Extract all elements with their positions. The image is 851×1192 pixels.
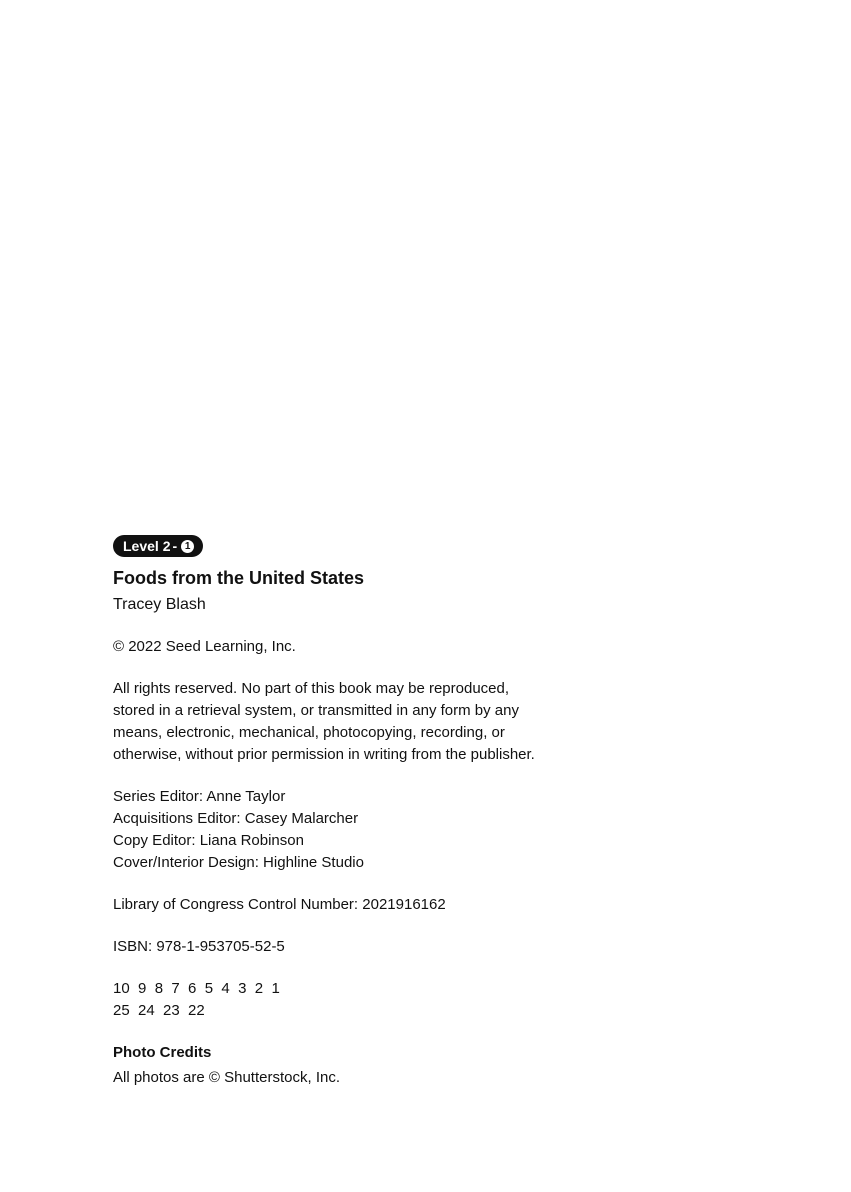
book-title: Foods from the United States [113, 568, 365, 588]
author-name: Tracey Blash [113, 596, 206, 613]
copyright-line: © 2022 Seed Learning, Inc. [113, 638, 296, 655]
rights-line: otherwise, without prior permission in writing from the publisher. [113, 746, 535, 763]
level-label: Level 2 [123, 538, 171, 554]
photo-credits [113, 1042, 633, 1089]
level-badge [113, 535, 203, 557]
printing-year-line: 25 24 23 22 [113, 1002, 205, 1019]
isbn-line: ISBN: 978-1-953705-52-5 [113, 938, 285, 955]
photo-credits-text: All photos are © Shutterstock, Inc. [113, 1069, 340, 1086]
printing-numbers [113, 978, 633, 1022]
staff-line-design: Cover/Interior Design: Highline Studio [113, 854, 364, 871]
rights-statement [113, 678, 633, 766]
printing-line: 10 9 8 7 6 5 4 3 2 1 [113, 980, 280, 997]
photo-credits-heading: Photo Credits [113, 1044, 212, 1061]
staff-line-series-editor: Series Editor: Anne Taylor [113, 788, 286, 805]
copyright-page [113, 535, 633, 1089]
staff-credits [113, 786, 633, 874]
rights-line: stored in a retrieval system, or transmitted in any form by any [113, 702, 519, 719]
staff-line-copy-editor: Copy Editor: Liana Robinson [113, 832, 304, 849]
rights-line: All rights reserved. No part of this book may be reproduced, [113, 680, 510, 697]
staff-line-acquisitions-editor: Acquisitions Editor: Casey Malarcher [113, 810, 359, 827]
lccn-line: Library of Congress Control Number: 2021916162 [113, 896, 446, 913]
level-number-icon: 1 [181, 540, 194, 553]
level-dash: - [172, 538, 178, 554]
rights-line: means, electronic, mechanical, photocopying, recording, or [113, 724, 505, 741]
